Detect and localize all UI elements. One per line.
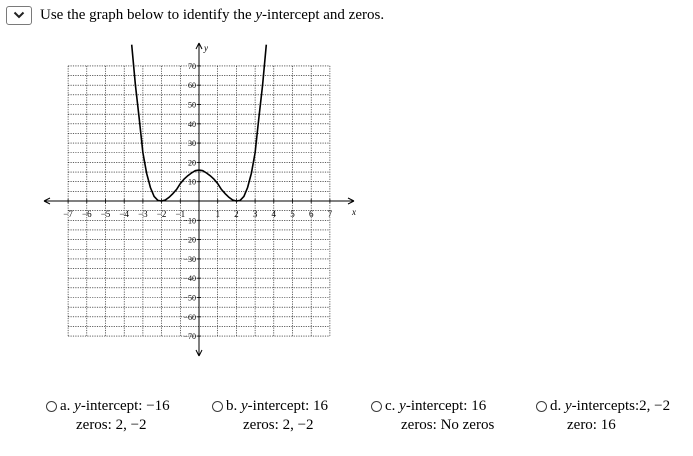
x-tick-label: 1 bbox=[215, 209, 220, 219]
option-d-line2: zero: 16 bbox=[567, 417, 616, 433]
option-a-letter: a. bbox=[60, 398, 71, 414]
y-tick-label: −30 bbox=[183, 254, 196, 264]
option-b-var: y bbox=[241, 398, 248, 414]
question-dropdown[interactable] bbox=[6, 6, 32, 25]
option-c-radio[interactable] bbox=[371, 401, 382, 412]
prompt-text-after: -intercept and zeros. bbox=[262, 7, 385, 23]
y-tick-label: −70 bbox=[183, 332, 196, 342]
x-tick-label: −1 bbox=[175, 209, 186, 219]
option-b-letter: b. bbox=[226, 398, 238, 414]
x-tick-label: −4 bbox=[119, 209, 129, 219]
option-b-radio[interactable] bbox=[212, 401, 223, 412]
option-c-letter: c. bbox=[385, 398, 396, 414]
y-tick-label: −60 bbox=[183, 312, 196, 322]
y-tick-label: 50 bbox=[188, 100, 196, 110]
y-tick-label: −40 bbox=[183, 274, 196, 284]
x-tick-label: 7 bbox=[327, 209, 333, 219]
option-b-line2: zeros: 2, −2 bbox=[243, 417, 314, 433]
y-tick-label: −20 bbox=[183, 235, 196, 245]
answer-options bbox=[0, 397, 693, 447]
y-tick-label: 10 bbox=[188, 177, 196, 187]
y-tick-label: −10 bbox=[183, 216, 196, 226]
x-tick-label: −3 bbox=[138, 209, 148, 219]
y-tick-label: 20 bbox=[188, 158, 196, 168]
prompt-text-before: Use the graph below to identify the bbox=[40, 7, 256, 23]
x-tick-label: −5 bbox=[100, 209, 111, 219]
option-d-letter: d. bbox=[550, 398, 562, 414]
option-c-line2: zeros: No zeros bbox=[401, 417, 495, 433]
option-c-var: y bbox=[399, 398, 406, 414]
option-a-var: y bbox=[74, 398, 81, 414]
y-tick-label: −50 bbox=[183, 293, 196, 303]
option-d[interactable] bbox=[536, 397, 670, 435]
option-c-line1: -intercept: 16 bbox=[405, 398, 487, 414]
x-tick-label: 6 bbox=[308, 209, 314, 219]
question-header bbox=[6, 4, 384, 26]
chevron-down-icon bbox=[13, 11, 25, 19]
question-prompt bbox=[40, 5, 384, 25]
x-tick-label: −6 bbox=[82, 209, 92, 219]
y-tick-label: 70 bbox=[188, 61, 196, 71]
y-axis-label: y bbox=[204, 43, 208, 53]
option-a-radio[interactable] bbox=[46, 401, 57, 412]
prompt-variable: y bbox=[255, 7, 263, 23]
x-tick-label: −2 bbox=[156, 209, 167, 219]
option-c[interactable] bbox=[371, 397, 494, 435]
x-tick-label: 4 bbox=[271, 209, 277, 219]
x-tick-label: −7 bbox=[63, 209, 73, 219]
y-tick-label: 30 bbox=[188, 139, 196, 149]
x-tick-label: 2 bbox=[234, 209, 239, 219]
option-a-line1: -intercept: −16 bbox=[80, 398, 170, 414]
option-d-var: y bbox=[565, 398, 572, 414]
x-axis-label: x bbox=[352, 207, 356, 217]
function-graph bbox=[38, 38, 368, 360]
y-tick-label: 40 bbox=[188, 119, 196, 129]
x-tick-label: 5 bbox=[290, 209, 295, 219]
option-d-radio[interactable] bbox=[536, 401, 547, 412]
option-a-line2: zeros: 2, −2 bbox=[76, 417, 147, 433]
option-b-line1: -intercept: 16 bbox=[247, 398, 329, 414]
x-tick-label: 3 bbox=[252, 209, 258, 219]
option-a[interactable] bbox=[46, 397, 170, 435]
graph-svg bbox=[38, 38, 368, 360]
option-b[interactable] bbox=[212, 397, 328, 435]
option-d-line1: -intercepts:2, −2 bbox=[571, 398, 671, 414]
y-tick-label: 60 bbox=[188, 81, 196, 91]
